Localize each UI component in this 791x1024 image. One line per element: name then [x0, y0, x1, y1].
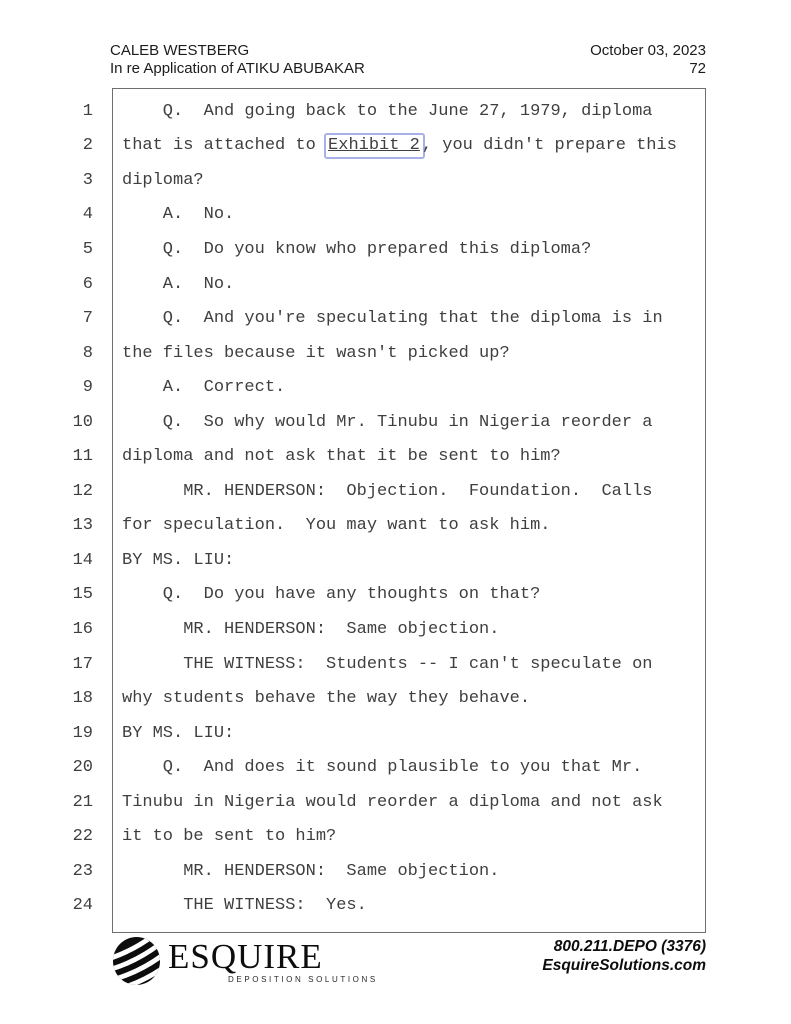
- line-text: MR. HENDERSON: Objection. Foundation. Calls: [122, 481, 653, 501]
- transcript-line: [60, 785, 760, 820]
- line-text: A. No.: [122, 205, 235, 225]
- line-text: THE WITNESS: Yes.: [122, 896, 367, 916]
- line-number: 6: [82, 274, 93, 294]
- line-text: A. Correct.: [122, 378, 286, 398]
- transcript-line: [60, 129, 760, 164]
- line-number: 5: [82, 239, 93, 259]
- esquire-tagline: DEPOSITION SOLUTIONS: [228, 975, 378, 984]
- line-text: MR. HENDERSON: Same objection.: [122, 619, 500, 639]
- transcript-line: [60, 301, 760, 336]
- brand-text: [168, 936, 378, 984]
- transcript-line: [60, 370, 760, 405]
- line-number: 19: [72, 723, 93, 743]
- line-text: for speculation. You may want to ask him.: [122, 516, 551, 536]
- transcript-lines: [60, 94, 760, 923]
- line-number: 11: [72, 447, 93, 467]
- line-number: 17: [72, 654, 93, 674]
- transcript-line: [60, 681, 760, 716]
- transcript-line: [60, 198, 760, 233]
- transcript-line: [60, 647, 760, 682]
- line-text: diploma and not ask that it be sent to him?: [122, 447, 561, 467]
- footer-contact: [542, 938, 706, 975]
- line-number: 1: [82, 101, 93, 121]
- line-text: MR. HENDERSON: Same objection.: [122, 861, 500, 881]
- witness-name: CALEB WESTBERG: [110, 42, 250, 59]
- line-text: Q. So why would Mr. Tinubu in Nigeria reorder a: [122, 412, 653, 432]
- transcript-line: [60, 578, 760, 613]
- transcript-line: [60, 854, 760, 889]
- page-footer: [112, 936, 706, 986]
- line-text: Q. And going back to the June 27, 1979, diploma: [122, 101, 653, 121]
- esquire-wordmark: ESQUIRE: [168, 937, 323, 976]
- transcript-line: [60, 509, 760, 544]
- line-text: that is attached to Exhibit 2 , you didn't prepare this: [122, 136, 677, 155]
- line-text: it to be sent to him?: [122, 827, 337, 847]
- esquire-globe-icon: [112, 936, 161, 986]
- exhibit-link[interactable]: Exhibit 2: [324, 133, 425, 159]
- line-number: 24: [72, 896, 93, 916]
- deposition-date: October 03, 2023: [590, 42, 706, 59]
- transcript-line: [60, 889, 760, 924]
- line-number: 18: [72, 689, 93, 709]
- line-number: 15: [72, 585, 93, 605]
- page-number: 72: [689, 59, 706, 77]
- line-number: 14: [72, 550, 93, 570]
- footer-website: EsquireSolutions.com: [542, 956, 706, 974]
- esquire-brand: [112, 936, 378, 986]
- transcript-line: [60, 267, 760, 302]
- transcript-line: [60, 232, 760, 267]
- header-left: [110, 42, 365, 77]
- line-number: 22: [72, 827, 93, 847]
- line-number: 23: [72, 861, 93, 881]
- line-text: BY MS. LIU:: [122, 550, 235, 570]
- line-text: Q. Do you have any thoughts on that?: [122, 585, 541, 605]
- line-text: BY MS. LIU:: [122, 723, 235, 743]
- line-text: THE WITNESS: Students -- I can't speculate on: [122, 654, 653, 674]
- line-number: 3: [82, 170, 93, 190]
- line-number: 9: [82, 378, 93, 398]
- line-number: 4: [82, 205, 93, 225]
- line-text: Q. And you're speculating that the diploma is in: [122, 309, 663, 329]
- line-text: Q. Do you know who prepared this diploma?: [122, 239, 592, 259]
- header-right: [590, 42, 706, 77]
- transcript-line: [60, 543, 760, 578]
- line-number: 20: [72, 758, 93, 778]
- transcript-line: [60, 336, 760, 371]
- transcript-line: [60, 163, 760, 198]
- line-number: 12: [72, 481, 93, 501]
- transcript-line: [60, 405, 760, 440]
- line-text: diploma?: [122, 170, 204, 190]
- case-title: In re Application of ATIKU ABUBAKAR: [110, 59, 365, 77]
- line-number: 10: [72, 412, 93, 432]
- line-number: 7: [82, 309, 93, 329]
- transcript-line: [60, 94, 760, 129]
- transcript-line: [60, 474, 760, 509]
- line-text: Tinubu in Nigeria would reorder a diploma and not ask: [122, 792, 663, 812]
- line-number: 16: [72, 619, 93, 639]
- line-number: 21: [72, 792, 93, 812]
- line-text: A. No.: [122, 274, 235, 294]
- line-number: 8: [82, 343, 93, 363]
- line-text: Q. And does it sound plausible to you that Mr.: [122, 758, 643, 778]
- page-header: [110, 42, 706, 77]
- line-text: why students behave the way they behave.: [122, 689, 531, 709]
- line-number: 2: [82, 136, 93, 156]
- transcript-line: [60, 750, 760, 785]
- line-number: 13: [72, 516, 93, 536]
- transcript-line: [60, 612, 760, 647]
- footer-phone: 800.211.DEPO (3376): [553, 938, 706, 955]
- transcript-line: [60, 439, 760, 474]
- transcript-line: [60, 716, 760, 751]
- line-text: the files because it wasn't picked up?: [122, 343, 510, 363]
- transcript-line: [60, 819, 760, 854]
